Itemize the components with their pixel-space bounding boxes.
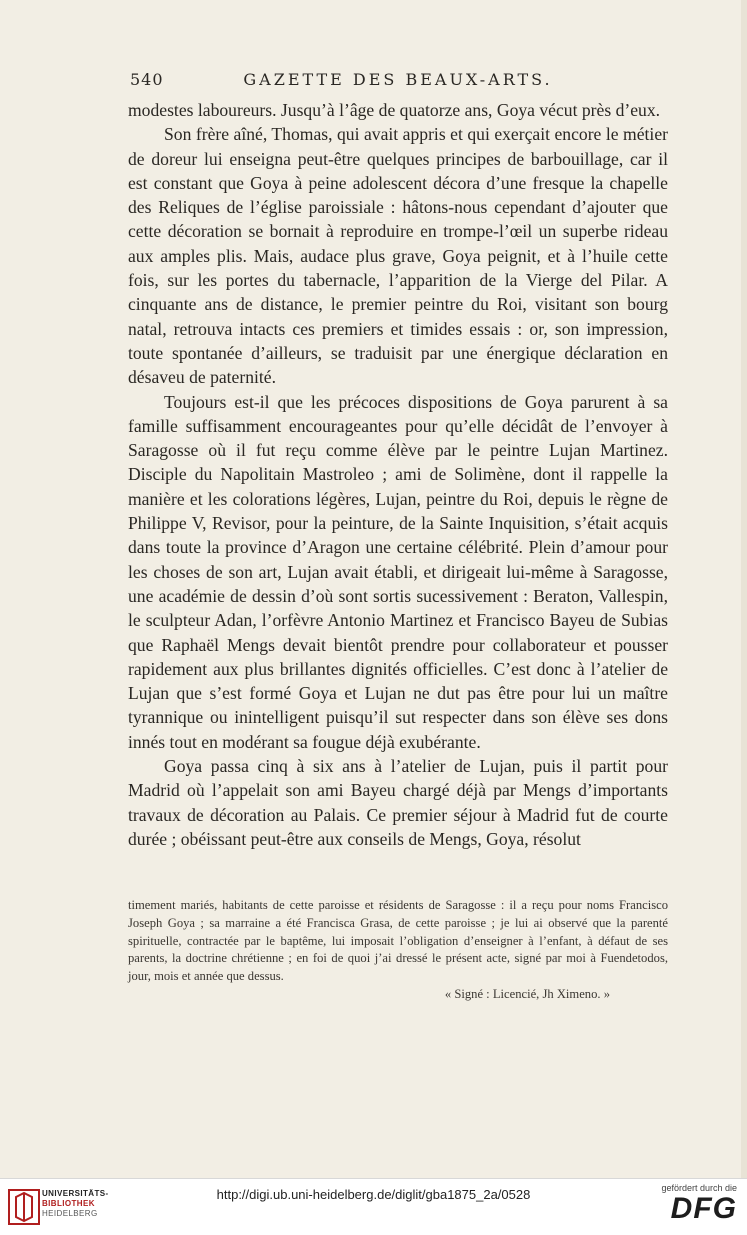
- footnote: [128, 897, 668, 1004]
- paragraph: Goya passa cinq à six ans à l’atelier de Lujan, puis il partit pour Madrid où l’appelait son ami Bayeu chargé déjà par Mengs d’importants travaux de décoration au Palais. Ce premier séjour à Madrid fut de courte durée ; obéissant peut-être aux conseils de Mengs, Goya, résolut: [128, 756, 668, 849]
- digitization-footer: [0, 1178, 747, 1235]
- footnote-text: timement mariés, habitants de cette paroisse et résidents de Saragosse : il a reçu pour noms Francisco Joseph Goya ; sa marraine a été Francisca Grasa, de cette paroisse ; je lui ai observé que la parenté spirituelle, contractée par le baptême, lui imposait l’obligation d’enseigner à l’enfant, à défaut de ses parents, la doctrine chrétienne ; en foi de quoi j’ai dressé le présent acte, signé par moi à Fuendetodos, jour, mois et année que dessus.: [128, 898, 668, 984]
- scan-edge: [741, 0, 747, 1178]
- paragraph: Son frère aîné, Thomas, qui avait appris et qui exerçait encore le métier de doreur lui enseigna peut-être quelques principes de barbouillage, car il est constant que Goya à peine adolescent décora d’une fresque la chapelle des Reliques de l’église paroissiale : hâtons-nous cependant d’ajouter que cette décoration se bornait à reproduire en trompe-l’œil un superbe rideau aux amples plis. Mais, audace plus grave, Goya peignit, et à l’huile cette fois, sur les portes du tabernacle, l’apparition de la Vierge del Pilar. A cinquante ans de distance, le premier peintre du Roi, visitant son bourg natal, retrouva intacts ces premiers et timides essais : or, son impression, toute spontanée d’ailleurs, se traduisit par une énergique déclaration en désaveu de paternité.: [128, 124, 668, 388]
- dfg-logo: DFG: [670, 1192, 737, 1225]
- library-name-line: UNIVERSITÄTS-: [42, 1189, 109, 1198]
- funder[interactable]: [661, 1183, 737, 1225]
- paragraph: modestes laboureurs. Jusqu’à l’âge de quatorze ans, Goya vécut près d’eux.: [128, 100, 661, 120]
- running-header: [128, 70, 668, 94]
- paragraph: Toujours est-il que les précoces dispositions de Goya parurent à sa famille suffisamment encourageantes pour qu’elle décidât de l’envoyer à Saragosse où il fut reçu comme élève par le peintre Lujan Martinez. Disciple du Napolitain Mastroleo ; ami de Solimène, dont il rappelle la manière et les colorations légères, Lujan, peintre du Roi, depuis le règne de Philippe V, Revisor, pour la peinture, de la Sainte Inquisition, s’était acquis dans toute la province d’Aragon une certaine célébrité. Plein d’amour pour les choses de son art, Lujan avait établi, et dirigeait lui-même à Saragosse, une académie de dessin d’où sont sortis sucessivement : Beraton, Vallespin, le sculpteur Adan, l’orfèvre Antonio Martinez et Francisco Bayeu de Subias que Raphaël Mengs devait bientôt prendre pour collaborateur et pousser rapidement aux plus brillantes dignités officielles. C’est donc à l’atelier de Lujan que s’est formé Goya et Lujan ne dut pas être pour lui un maître tyrannique ou inintelligent puisqu’il sut respecter dans son élève ses dons innés tout en modérant sa fougue déjà exubérante.: [128, 391, 668, 752]
- permalink-url[interactable]: http://digi.ub.uni-heidelberg.de/diglit/gba1875_2a/0528: [216, 1187, 531, 1202]
- funder-label: gefördert durch die: [661, 1183, 737, 1193]
- running-title: GAZETTE DES BEAUX-ARTS.: [243, 70, 553, 89]
- library-name-line: BIBLIOTHEK: [42, 1199, 95, 1208]
- library-name-line: HEIDELBERG: [42, 1209, 98, 1218]
- body-text: [128, 98, 668, 851]
- footnote-signature: « Signé : Licencié, Jh Ximeno. »: [444, 986, 610, 1001]
- page-number: 540: [130, 70, 164, 89]
